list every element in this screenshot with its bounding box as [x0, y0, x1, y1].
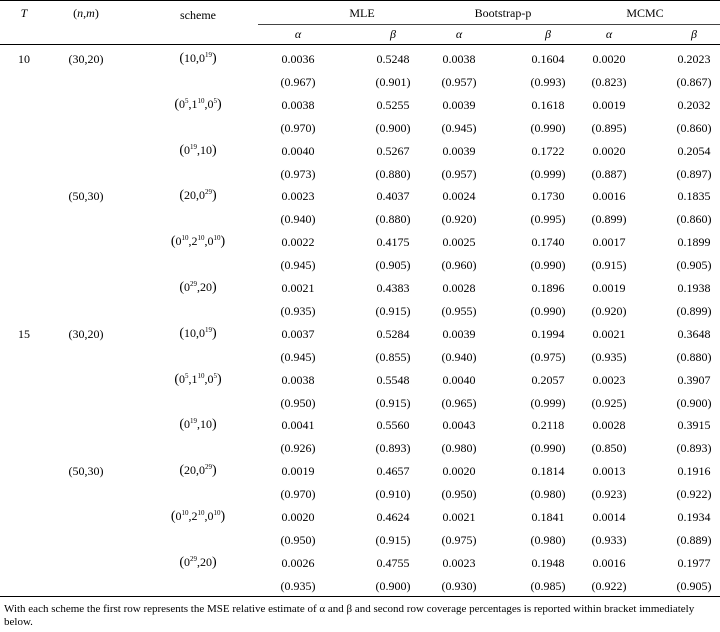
coverage-value: (0.930) — [441, 578, 477, 593]
header-nm: (n,m) — [73, 6, 99, 20]
mse-value: 0.0020 — [592, 52, 626, 66]
coverage-value: (0.940) — [280, 212, 316, 227]
cell-T: 15 — [18, 326, 30, 341]
mse-value: 0.1740 — [531, 235, 565, 250]
scheme-paren: ) — [212, 142, 217, 158]
mse-value: 0.2057 — [531, 372, 565, 387]
coverage-value: (0.933) — [591, 532, 627, 547]
coverage-value: (0.980) — [530, 487, 566, 502]
coverage-value: (0.945) — [280, 258, 316, 273]
superscript: 5 — [185, 371, 189, 380]
coverage-value: (0.867) — [676, 74, 712, 89]
coverage-value: (0.999) — [530, 395, 566, 410]
mse-value: 0.0028 — [442, 281, 476, 295]
scheme-label — [179, 51, 216, 66]
scheme-paren: ( — [179, 554, 184, 570]
coverage-value: (0.895) — [591, 120, 627, 135]
mse-value: 0.4037 — [376, 189, 410, 204]
coverage-value: (0.990) — [530, 120, 566, 135]
mse-value: 0.1730 — [531, 189, 565, 204]
superscript: 10 — [181, 509, 189, 517]
superscript: 5 — [185, 96, 189, 105]
header-scheme: scheme — [180, 8, 216, 22]
coverage-value: (0.823) — [591, 74, 627, 89]
cell-nm: (30,20) — [68, 52, 104, 66]
mse-value: 0.0021 — [442, 510, 476, 524]
coverage-value: (0.880) — [375, 166, 411, 181]
scheme-part: ,2 — [188, 509, 198, 523]
coverage-value: (0.980) — [530, 532, 566, 547]
scheme-part: 0 — [179, 96, 185, 111]
mse-value: 0.0021 — [592, 326, 626, 341]
coverage-value: (0.960) — [441, 258, 477, 273]
coverage-value: (0.999) — [530, 166, 566, 181]
coverage-value: (0.855) — [375, 349, 411, 364]
mse-value: 0.5560 — [376, 418, 410, 433]
mse-value: 0.4624 — [376, 510, 410, 524]
scheme-paren: ) — [212, 188, 217, 204]
mse-value: 0.0020 — [281, 510, 315, 524]
coverage-value: (0.990) — [530, 258, 566, 273]
superscript: 19 — [205, 325, 212, 334]
mse-value: 0.1896 — [531, 281, 565, 295]
coverage-value: (0.880) — [375, 212, 411, 227]
mse-value: 0.1994 — [531, 326, 565, 341]
mse-value: 0.0014 — [592, 510, 626, 524]
scheme-label — [171, 509, 225, 524]
header-group-bootstrap: Bootstrap-p — [474, 6, 532, 20]
header-group-mle: MLE — [349, 6, 375, 20]
header-param-beta-mle: β — [390, 27, 396, 41]
coverage-value: (0.970) — [280, 487, 316, 502]
mse-value: 0.0023 — [281, 189, 315, 204]
scheme-paren: ) — [212, 280, 217, 295]
scheme-part: 20,0 — [184, 463, 205, 478]
mse-value: 0.0013 — [592, 464, 626, 479]
header-param-alpha-boot: α — [455, 27, 463, 41]
mse-value: 0.5548 — [376, 372, 410, 387]
scheme-paren: ) — [212, 51, 217, 66]
coverage-value: (0.860) — [676, 120, 712, 135]
mse-value: 0.0038 — [281, 372, 315, 387]
superscript: 19 — [205, 51, 212, 59]
coverage-value: (0.905) — [375, 258, 411, 273]
scheme-paren: ) — [217, 371, 222, 387]
coverage-value: (0.897) — [676, 166, 712, 181]
coverage-value: (0.915) — [375, 303, 411, 318]
mse-value: 0.1977 — [677, 555, 711, 570]
mse-value: 0.1841 — [531, 510, 565, 524]
scheme-label — [174, 372, 221, 387]
coverage-value: (0.922) — [676, 487, 712, 502]
coverage-value: (0.990) — [530, 303, 566, 318]
mse-value: 0.0020 — [442, 464, 476, 479]
coverage-value: (0.899) — [591, 212, 627, 227]
superscript: 29 — [205, 188, 212, 197]
scheme-part: ,10 — [197, 142, 212, 157]
coverage-value: (0.967) — [280, 74, 316, 89]
scheme-label — [179, 143, 216, 158]
coverage-value: (0.905) — [676, 578, 712, 593]
scheme-part: 10,0 — [184, 51, 205, 65]
mse-value: 0.2032 — [677, 97, 711, 112]
mse-value: 0.4383 — [376, 281, 410, 295]
superscript: 10 — [197, 509, 205, 517]
scheme-part: 20,0 — [184, 188, 205, 203]
coverage-value: (0.945) — [441, 120, 477, 135]
mse-value: 0.1814 — [531, 464, 565, 479]
header-param-alpha-mle: α — [294, 27, 302, 41]
mse-value: 0.0019 — [281, 464, 315, 479]
scheme-part: ,10 — [197, 417, 212, 432]
coverage-value: (0.975) — [530, 349, 566, 364]
mse-value: 0.0036 — [281, 52, 315, 66]
mse-value: 0.0043 — [442, 418, 476, 433]
superscript: 10 — [213, 509, 221, 517]
scheme-paren: ( — [179, 51, 184, 66]
mse-value: 0.1938 — [677, 281, 711, 295]
mse-value: 0.5248 — [376, 52, 410, 66]
coverage-value: (0.955) — [441, 303, 477, 318]
scheme-paren: ) — [220, 234, 226, 250]
superscript: 29 — [190, 280, 197, 288]
scheme-label — [171, 234, 225, 249]
scheme-paren: ) — [217, 96, 222, 112]
scheme-paren: ( — [179, 463, 184, 479]
header-T: T — [20, 6, 28, 20]
coverage-value: (0.957) — [441, 166, 477, 181]
coverage-value: (0.940) — [441, 349, 477, 364]
coverage-value: (0.880) — [676, 349, 712, 364]
mse-value: 0.2118 — [531, 418, 565, 433]
mse-value: 0.0024 — [442, 189, 476, 204]
coverage-value: (0.910) — [375, 487, 411, 502]
scheme-paren: ( — [174, 96, 179, 112]
coverage-value: (0.935) — [280, 303, 316, 318]
superscript: 10 — [197, 371, 205, 380]
mse-value: 0.0022 — [281, 235, 315, 250]
superscript: 5 — [213, 96, 217, 105]
coverage-value: (0.920) — [441, 212, 477, 227]
scheme-part: 0 — [184, 417, 190, 432]
coverage-value: (0.850) — [591, 441, 627, 456]
scheme-paren: ( — [179, 417, 184, 433]
scheme-paren: ( — [170, 509, 176, 524]
scheme-part: ,20 — [197, 280, 212, 294]
coverage-value: (0.899) — [676, 303, 712, 318]
scheme-part: 10,0 — [184, 325, 205, 340]
scheme-label — [179, 463, 216, 478]
coverage-value: (0.995) — [530, 212, 566, 227]
coverage-value: (0.935) — [280, 578, 316, 593]
coverage-value: (0.922) — [591, 578, 627, 593]
coverage-value: (0.985) — [530, 578, 566, 593]
mse-value: 0.0026 — [281, 555, 315, 570]
superscript: 5 — [213, 371, 217, 380]
coverage-value: (0.920) — [591, 303, 627, 318]
scheme-part: ,0 — [204, 509, 214, 523]
coverage-value: (0.925) — [591, 395, 627, 410]
scheme-part: 0 — [179, 371, 185, 386]
mse-value: 0.1916 — [677, 464, 711, 479]
mse-value: 0.0019 — [592, 281, 626, 295]
scheme-part: ,0 — [204, 234, 214, 249]
mse-value: 0.0039 — [442, 143, 476, 158]
scheme-label — [179, 188, 216, 203]
coverage-value: (0.957) — [441, 74, 477, 89]
scheme-paren: ( — [174, 371, 179, 387]
mse-value: 0.1722 — [531, 143, 565, 158]
superscript: 29 — [205, 463, 212, 472]
coverage-value: (0.915) — [375, 395, 411, 410]
scheme-part: ,1 — [188, 96, 198, 111]
mse-value: 0.4657 — [376, 464, 410, 479]
scheme-part: 0 — [184, 554, 190, 569]
mse-value: 0.1604 — [531, 52, 565, 66]
scheme-part: 0 — [184, 280, 190, 294]
coverage-value: (0.950) — [441, 487, 477, 502]
coverage-value: (0.893) — [375, 441, 411, 456]
scheme-part: ,0 — [204, 96, 214, 111]
mse-value: 0.4755 — [376, 555, 410, 570]
coverage-value: (0.926) — [280, 441, 316, 456]
coverage-value: (0.893) — [676, 441, 712, 456]
scheme-paren: ) — [212, 417, 217, 433]
mse-value: 0.0023 — [592, 372, 626, 387]
mse-value: 0.0023 — [442, 555, 476, 570]
mse-value: 0.0040 — [281, 143, 315, 158]
scheme-paren: ) — [212, 554, 217, 570]
mse-value: 0.0040 — [442, 372, 476, 387]
mse-value: 0.5284 — [376, 326, 410, 341]
cell-T: 10 — [18, 52, 30, 66]
coverage-value: (0.990) — [530, 441, 566, 456]
header-param-beta-boot: β — [545, 27, 551, 41]
coverage-value: (0.935) — [591, 349, 627, 364]
scheme-part: 0 — [175, 234, 182, 249]
scheme-label — [179, 555, 216, 570]
mse-value: 0.0037 — [281, 326, 315, 341]
mse-value: 0.1899 — [677, 235, 711, 250]
coverage-value: (0.980) — [441, 441, 477, 456]
mse-value: 0.1934 — [677, 510, 711, 524]
coverage-value: (0.915) — [591, 258, 627, 273]
coverage-value: (0.950) — [280, 532, 316, 547]
superscript: 29 — [190, 554, 197, 563]
scheme-label — [179, 326, 216, 341]
coverage-value: (0.915) — [375, 532, 411, 547]
scheme-paren: ) — [212, 325, 217, 341]
coverage-value: (0.900) — [676, 395, 712, 410]
mse-value: 0.2054 — [677, 143, 711, 158]
mse-value: 0.1835 — [677, 189, 711, 204]
superscript: 10 — [213, 234, 221, 243]
superscript: 10 — [197, 234, 205, 243]
coverage-value: (0.970) — [280, 120, 316, 135]
scheme-part: 0 — [184, 142, 190, 157]
coverage-value: (0.973) — [280, 166, 316, 181]
scheme-label — [174, 97, 221, 112]
mse-value: 0.3648 — [677, 326, 711, 341]
scheme-label — [179, 280, 216, 295]
mse-value: 0.1948 — [531, 555, 565, 570]
coverage-value: (0.887) — [591, 166, 627, 181]
mse-value: 0.0019 — [592, 97, 626, 112]
coverage-value: (0.975) — [441, 532, 477, 547]
scheme-part: ,2 — [188, 234, 198, 249]
scheme-part: 0 — [175, 509, 182, 523]
scheme-part: ,1 — [188, 371, 198, 386]
coverage-value: (0.965) — [441, 395, 477, 410]
header-bottom-rule — [0, 44, 720, 45]
mse-value: 0.3915 — [677, 418, 711, 433]
coverage-value: (0.993) — [530, 74, 566, 89]
scheme-part: ,0 — [204, 371, 214, 386]
scheme-paren: ) — [220, 509, 226, 524]
mse-value: 0.2023 — [677, 52, 711, 66]
mse-value: 0.5267 — [376, 143, 410, 158]
mse-value: 0.0025 — [442, 235, 476, 250]
mse-value: 0.4175 — [376, 235, 410, 250]
coverage-value: (0.901) — [375, 74, 411, 89]
coverage-value: (0.945) — [280, 349, 316, 364]
scheme-label — [179, 417, 216, 432]
mse-value: 0.0039 — [442, 97, 476, 112]
mse-value: 0.0016 — [592, 555, 626, 570]
mse-value: 0.0038 — [442, 52, 476, 66]
mse-value: 0.0039 — [442, 326, 476, 341]
scheme-paren: ( — [179, 188, 184, 204]
mse-value: 0.0021 — [281, 281, 315, 295]
superscript: 10 — [181, 234, 189, 243]
coverage-value: (0.923) — [591, 487, 627, 502]
coverage-value: (0.950) — [280, 395, 316, 410]
mse-value: 0.1618 — [531, 97, 565, 112]
header-group-mcmc: MCMC — [626, 6, 664, 20]
superscript: 10 — [197, 96, 205, 105]
group-header-rule — [258, 24, 720, 25]
mse-value: 0.0017 — [592, 235, 626, 250]
mse-value: 0.0028 — [592, 418, 626, 433]
scheme-paren: ) — [212, 463, 217, 479]
coverage-value: (0.905) — [676, 258, 712, 273]
superscript: 19 — [190, 142, 197, 151]
table-bottom-rule — [0, 596, 720, 597]
mse-value: 0.3907 — [677, 372, 711, 387]
mse-value: 0.0038 — [281, 97, 315, 112]
header-param-beta-mcmc: β — [691, 27, 697, 41]
cell-nm: (50,30) — [68, 464, 104, 479]
cell-nm: (30,20) — [68, 326, 104, 341]
table-footnote: With each scheme the first row represents the MSE relative estimate of α and β and second row coverage percentages is reported within bracket immediately below. — [4, 603, 695, 628]
superscript: 19 — [190, 417, 197, 426]
cell-nm: (50,30) — [68, 189, 104, 204]
coverage-value: (0.860) — [676, 212, 712, 227]
mse-value: 0.0041 — [281, 418, 315, 433]
table-top-rule — [0, 0, 720, 1]
scheme-paren: ( — [170, 234, 176, 250]
mse-value: 0.0016 — [592, 189, 626, 204]
scheme-paren: ( — [179, 280, 184, 295]
coverage-value: (0.900) — [375, 578, 411, 593]
scheme-paren: ( — [179, 142, 184, 158]
mse-value: 0.5255 — [376, 97, 410, 112]
mse-value: 0.0020 — [592, 143, 626, 158]
scheme-paren: ( — [179, 325, 184, 341]
coverage-value: (0.889) — [676, 532, 712, 547]
scheme-part: ,20 — [197, 554, 212, 569]
header-param-alpha-mcmc: α — [605, 27, 613, 41]
coverage-value: (0.900) — [375, 120, 411, 135]
